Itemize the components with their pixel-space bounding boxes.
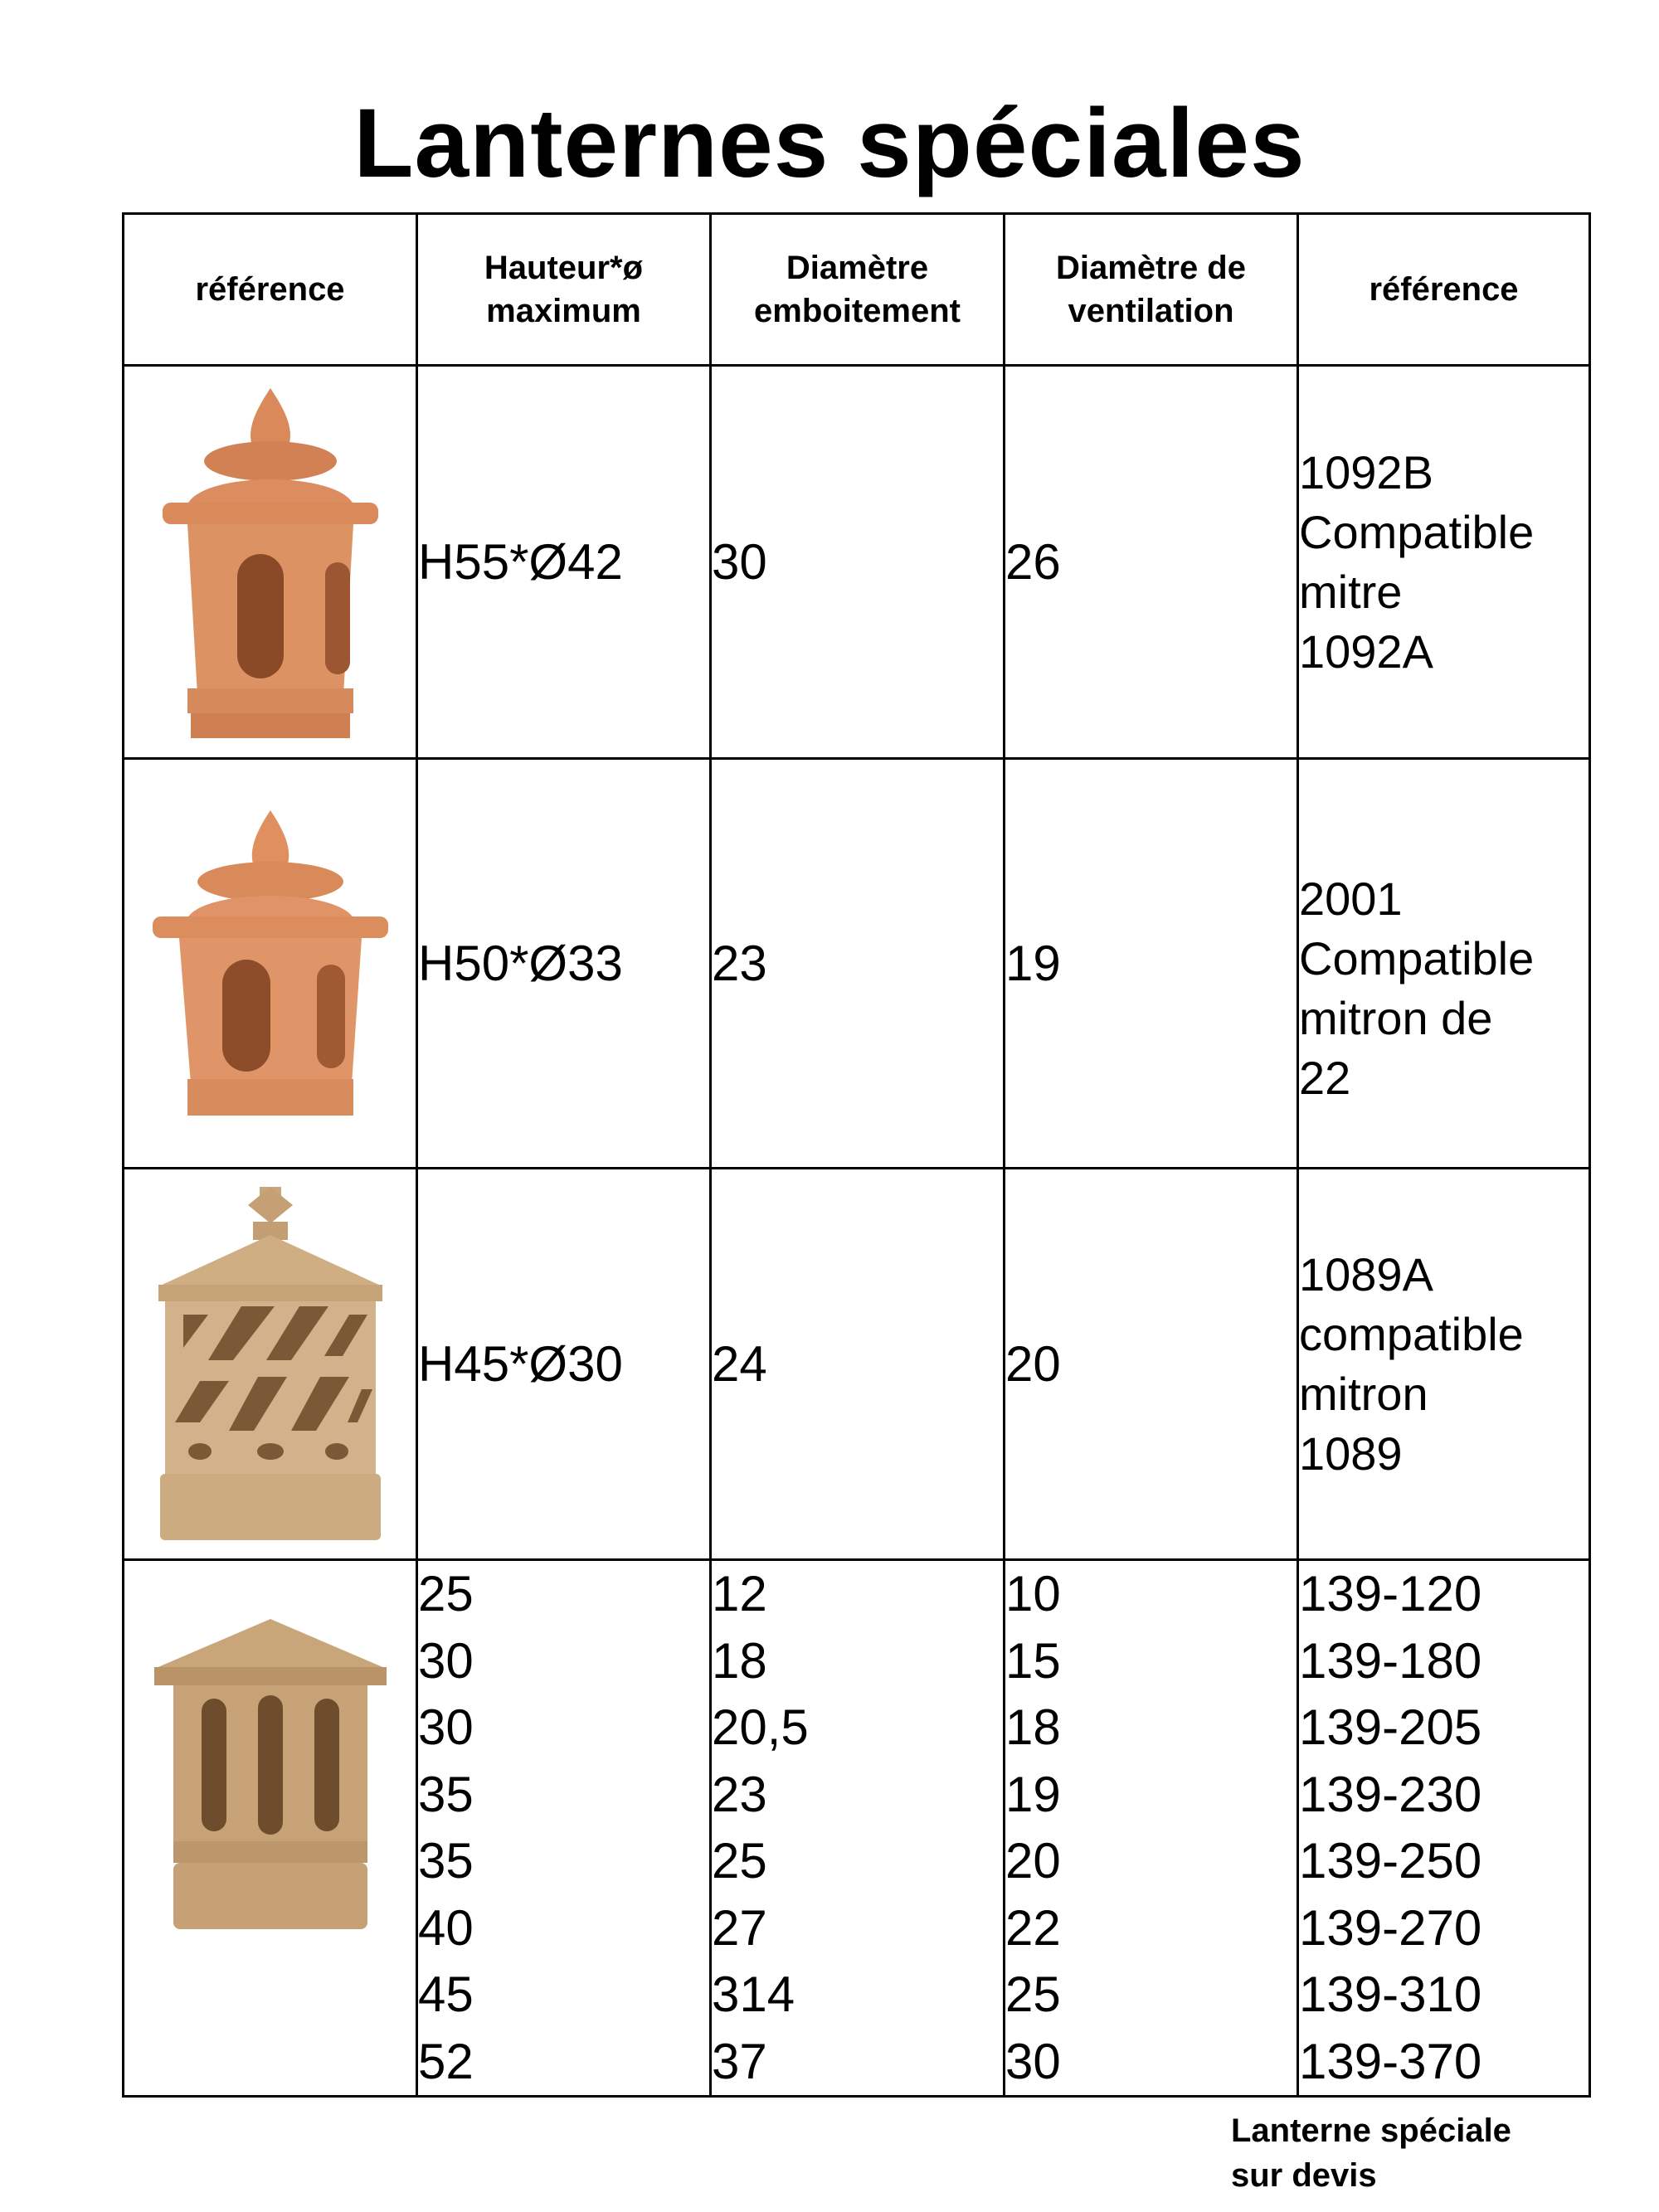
emboitement-value: 30	[711, 366, 1005, 759]
lattice-lantern-icon	[150, 1182, 391, 1547]
ventilation-value: 20	[1005, 1169, 1298, 1560]
reference-value: 1089A compatible mitron 1089	[1298, 1169, 1590, 1560]
reference-value: 2001 Compatible mitron de 22	[1298, 759, 1590, 1169]
terracotta-lantern-small-arched-openings-icon	[146, 802, 395, 1125]
table-row	[124, 759, 1590, 1169]
product-image-cell	[124, 759, 417, 1169]
emboitement-list: 12 18 20,5 23 25 27 314 37	[711, 1560, 1005, 2097]
hauteur-value: H45*Ø30	[417, 1169, 711, 1560]
ventilation-value: 26	[1005, 366, 1298, 759]
header-reference: référence	[124, 214, 417, 366]
header-reference-2: référence	[1298, 214, 1590, 366]
product-image-cell	[124, 1169, 417, 1560]
ventilation-list: 10 15 18 19 20 22 25 30	[1005, 1560, 1298, 2097]
product-image-cell	[124, 1560, 417, 2097]
hauteur-value: H55*Ø42	[417, 366, 711, 759]
emboitement-value: 23	[711, 759, 1005, 1169]
footnote: Lanterne spéciale sur devis	[1231, 2112, 1511, 2194]
emboitement-value: 24	[711, 1169, 1005, 1560]
slotted-conical-lantern-icon	[150, 1619, 391, 1934]
hauteur-list: 25 30 30 35 35 40 45 52	[417, 1560, 711, 2097]
product-image-cell	[124, 366, 417, 759]
header-row	[124, 214, 1590, 366]
hauteur-value: H50*Ø33	[417, 759, 711, 1169]
page-title: Lanternes spéciales	[353, 89, 1306, 198]
table-row	[124, 1560, 1590, 2097]
header-ventilation: Diamètre de ventilation	[1005, 214, 1298, 366]
reference-value: 1092B Compatible mitre 1092A	[1298, 366, 1590, 759]
ventilation-value: 19	[1005, 759, 1298, 1169]
lantern-table	[122, 212, 1591, 2098]
header-hauteur: Hauteur*ø maximum	[417, 214, 711, 366]
header-emboitement: Diamètre emboitement	[711, 214, 1005, 366]
terracotta-lantern-arched-openings-icon	[154, 380, 387, 745]
table-row	[124, 366, 1590, 759]
reference-list: 139-120 139-180 139-205 139-230 139-250 139-270 139-310 139-370	[1298, 1560, 1590, 2097]
table-row	[124, 1169, 1590, 1560]
